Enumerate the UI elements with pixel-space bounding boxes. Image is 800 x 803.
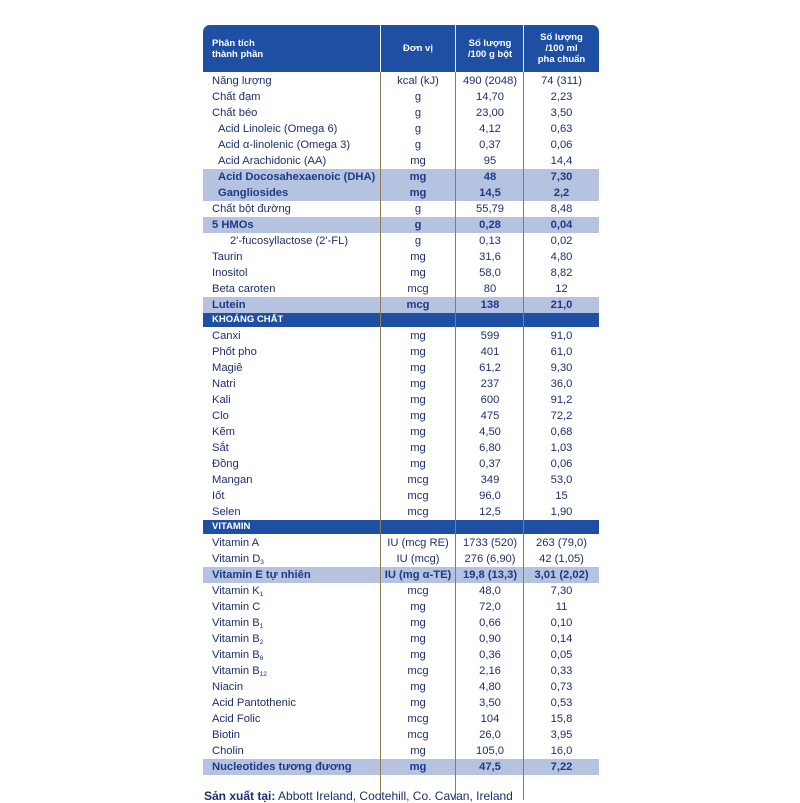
per-100g-cell: 6,80	[479, 442, 501, 454]
nutrient-subscript: 3	[260, 559, 264, 566]
per-100ml-cell: 2,2	[553, 187, 570, 199]
header-per-100ml	[524, 25, 599, 72]
table-row	[203, 344, 599, 360]
unit-cell: mcg	[407, 490, 429, 502]
nutrient-label: Mangan	[212, 474, 253, 486]
per-100ml-cell: 3,95	[550, 729, 573, 741]
nutrient-label: 2'-fucosyllactose (2'-FL)	[230, 235, 349, 247]
per-100ml-cell: 2,23	[550, 91, 573, 103]
nutrient-name	[212, 535, 259, 551]
per-100ml-cell: 0,05	[550, 649, 573, 661]
per-100ml-cell: 21,0	[550, 299, 573, 311]
nutrient-name	[212, 695, 296, 711]
per-100g-cell: 14,70	[476, 91, 504, 103]
nutrient-name	[212, 663, 267, 679]
section-title: KHOÁNG CHẤT	[212, 314, 284, 325]
nutrient-label: Vitamin K	[212, 585, 260, 597]
table-row	[203, 153, 599, 169]
nutrient-name	[212, 743, 244, 759]
per-100g-cell: 55,79	[476, 203, 504, 215]
table-row	[203, 265, 599, 281]
table-row	[203, 185, 599, 201]
per-100g-cell: 349	[480, 474, 500, 486]
unit-cell: mg	[410, 330, 426, 342]
nutrition-table	[203, 25, 599, 800]
per-100g-cell: 4,80	[479, 681, 501, 693]
header-divider	[523, 25, 524, 72]
per-100ml-cell: 3,50	[550, 107, 573, 119]
table-row	[203, 456, 599, 472]
per-100ml-cell: 53,0	[550, 474, 573, 486]
nutrient-name	[212, 376, 236, 392]
manufacturer-note	[204, 789, 513, 803]
table-row	[203, 759, 599, 775]
table-row	[203, 424, 599, 440]
table-row	[203, 647, 599, 663]
nutrient-name	[212, 631, 263, 647]
nutrient-subscript: 1	[259, 623, 264, 630]
per-100ml-cell: 61,0	[550, 346, 573, 358]
unit-cell: mg	[410, 346, 426, 358]
per-100g-cell: 19,8 (13,3)	[462, 569, 518, 581]
per-100ml-cell: 12	[555, 283, 568, 295]
nutrient-name	[212, 360, 242, 376]
section-title: VITAMIN	[212, 521, 251, 532]
table-row	[203, 727, 599, 743]
nutrient-label: Beta caroten	[212, 283, 276, 295]
nutrient-name	[218, 121, 337, 137]
unit-cell: mg	[410, 410, 426, 422]
per-100g-cell: 12,5	[479, 506, 501, 518]
unit-cell: mcg	[407, 665, 429, 677]
header-divider	[380, 25, 381, 72]
section-header	[203, 313, 599, 327]
unit-cell: mcg	[407, 283, 429, 295]
unit-cell: mg	[410, 649, 426, 661]
nutrient-name	[212, 344, 257, 360]
per-100ml-cell: 0,04	[550, 219, 573, 231]
header-unit	[381, 25, 455, 72]
nutrient-label: Năng lượng	[212, 75, 272, 87]
nutrient-label: Đồng	[212, 458, 239, 470]
unit-cell: mg	[410, 681, 426, 693]
table-row	[203, 743, 599, 759]
per-100ml-cell: 0,14	[550, 633, 573, 645]
table-row	[203, 711, 599, 727]
unit-cell: mg	[410, 697, 426, 709]
per-100ml-cell: 7,30	[550, 171, 573, 183]
per-100ml-cell: 91,0	[550, 330, 573, 342]
per-100ml-cell: 91,2	[550, 394, 573, 406]
table-header	[203, 25, 599, 72]
unit-cell: mg	[409, 187, 427, 199]
nutrient-label: Vitamin B	[212, 665, 260, 677]
table-row	[203, 408, 599, 424]
nutrient-name	[218, 169, 375, 185]
nutrient-name	[212, 424, 235, 440]
table-row	[203, 392, 599, 408]
table-row	[203, 376, 599, 392]
per-100g-cell: 0,90	[479, 633, 501, 645]
unit-cell: IU (mcg RE)	[387, 537, 449, 549]
per-100g-cell: 401	[480, 346, 500, 358]
nutrient-label: Vitamin E tự nhiên	[212, 569, 311, 581]
per-100g-cell: 0,66	[479, 617, 501, 629]
unit-cell: mg	[410, 458, 426, 470]
nutrient-label: Acid Folic	[212, 713, 261, 725]
per-100ml-cell: 3,01 (2,02)	[534, 569, 589, 581]
column-divider	[523, 72, 524, 800]
header-component	[212, 25, 372, 72]
header-text: Số lượng	[468, 37, 512, 49]
per-100g-cell: 4,50	[479, 426, 501, 438]
table-row	[203, 201, 599, 217]
table-row	[203, 105, 599, 121]
unit-cell: mg	[410, 426, 426, 438]
unit-cell: IU (mg α-TE)	[384, 569, 452, 581]
per-100ml-cell: 0,53	[550, 697, 573, 709]
nutrient-name	[218, 153, 326, 169]
table-row	[203, 599, 599, 615]
per-100g-cell: 237	[480, 378, 500, 390]
nutrient-label: Lutein	[212, 299, 246, 311]
per-100ml-cell: 0,10	[550, 617, 573, 629]
footer-text: Abbott Ireland, Cootehill, Co. Cavan, Ireland	[278, 789, 513, 803]
nutrient-subscript: 1	[259, 591, 264, 598]
nutrient-label: Acid Pantothenic	[212, 697, 296, 709]
nutrient-name	[212, 328, 241, 344]
nutrient-name	[212, 217, 254, 233]
nutrient-name	[212, 711, 261, 727]
table-row	[203, 679, 599, 695]
table-row	[203, 89, 599, 105]
nutrient-name	[212, 472, 252, 488]
per-100g-cell: 0,13	[479, 235, 501, 247]
per-100ml-cell: 4,80	[550, 251, 573, 263]
nutrient-label: Chất béo	[212, 107, 258, 119]
nutrient-name	[212, 599, 260, 615]
per-100g-cell: 48	[483, 171, 497, 183]
per-100ml-cell: 7,30	[550, 585, 573, 597]
unit-cell: mg	[410, 362, 426, 374]
unit-cell: mcg	[407, 729, 429, 741]
nutrient-name	[212, 504, 241, 520]
unit-cell: mg	[410, 617, 426, 629]
table-row	[203, 297, 599, 313]
per-100ml-cell: 7,22	[550, 761, 573, 773]
per-100ml-cell: 1,90	[550, 506, 573, 518]
nutrient-label: Magiê	[212, 362, 243, 374]
nutrient-label: Acid Linoleic (Omega 6)	[218, 123, 338, 135]
nutrient-label: Vitamin B	[212, 617, 260, 629]
nutrient-label: Kali	[212, 394, 231, 406]
unit-cell: mg	[409, 171, 427, 183]
per-100g-cell: 138	[480, 299, 500, 311]
unit-cell: g	[414, 123, 422, 135]
unit-cell: g	[414, 235, 422, 247]
column-divider	[455, 72, 456, 800]
unit-cell: g	[414, 219, 422, 231]
table-row	[203, 281, 599, 297]
per-100ml-cell: 1,03	[550, 442, 573, 454]
per-100g-cell: 600	[480, 394, 500, 406]
per-100g-cell: 80	[483, 283, 497, 295]
per-100g-cell: 2,16	[479, 665, 501, 677]
nutrient-subscript: 6	[259, 655, 264, 662]
nutrient-label: Nucleotides tương đương	[212, 761, 352, 773]
per-100ml-cell: 0,02	[550, 235, 573, 247]
nutrient-name	[212, 567, 311, 583]
per-100g-cell: 105,0	[476, 745, 504, 757]
table-row	[203, 233, 599, 249]
nutrient-subscript: 2	[259, 639, 264, 646]
table-row	[203, 551, 599, 567]
per-100ml-cell: 72,2	[550, 410, 573, 422]
nutrient-label: Vitamin C	[212, 601, 261, 613]
unit-cell: mcg	[407, 474, 429, 486]
nutrient-label: Vitamin A	[212, 537, 260, 549]
table-row	[203, 663, 599, 679]
nutrient-label: Sắt	[212, 442, 229, 454]
per-100ml-cell: 42 (1,05)	[539, 553, 584, 565]
nutrient-name	[230, 233, 348, 249]
header-text: Số lượng	[540, 32, 583, 43]
nutrient-name	[212, 440, 229, 456]
nutrient-name	[212, 488, 224, 504]
nutrient-label: Inositol	[212, 267, 248, 279]
per-100g-cell: 0,36	[479, 649, 501, 661]
unit-cell: kcal (kJ)	[397, 75, 439, 87]
per-100g-cell: 14,5	[479, 187, 501, 199]
unit-cell: mg	[410, 267, 426, 279]
per-100ml-cell: 8,48	[550, 203, 573, 215]
unit-cell: mg	[410, 601, 426, 613]
nutrient-name	[212, 456, 239, 472]
per-100ml-cell: 0,63	[550, 123, 573, 135]
nutrient-name	[212, 105, 257, 121]
nutrient-label: Clo	[212, 410, 229, 422]
per-100g-cell: 0,37	[479, 458, 501, 470]
table-row	[203, 249, 599, 265]
per-100g-cell: 475	[480, 410, 500, 422]
header-per-100g	[456, 25, 524, 72]
nutrient-label: Acid Docosahexaenoic (DHA)	[218, 171, 376, 183]
per-100g-cell: 490 (2048)	[462, 75, 518, 87]
nutrient-name	[212, 615, 263, 631]
unit-cell: g	[414, 139, 422, 151]
table-row	[203, 137, 599, 153]
nutrient-name	[212, 249, 242, 265]
per-100g-cell: 26,0	[479, 729, 501, 741]
nutrient-name	[212, 551, 264, 567]
nutrient-label: Chất bột đường	[212, 203, 291, 215]
unit-cell: mg	[410, 633, 426, 645]
unit-cell: g	[414, 203, 422, 215]
nutrient-label: Acid Arachidonic (AA)	[218, 155, 327, 167]
nutrient-subscript: 12	[259, 671, 267, 678]
table-row	[203, 73, 599, 89]
per-100g-cell: 599	[480, 330, 500, 342]
per-100ml-cell: 16,0	[550, 745, 573, 757]
per-100ml-cell: 15,8	[550, 713, 573, 725]
per-100g-cell: 4,12	[479, 123, 501, 135]
per-100g-cell: 0,37	[479, 139, 501, 151]
nutrient-label: Selen	[212, 506, 241, 518]
unit-cell: mg	[410, 378, 426, 390]
table-row	[203, 583, 599, 599]
per-100g-cell: 23,00	[476, 107, 504, 119]
per-100ml-cell: 74 (311)	[541, 75, 582, 87]
per-100g-cell: 31,6	[479, 251, 501, 263]
header-divider	[455, 25, 456, 72]
nutrient-label: Niacin	[212, 681, 244, 693]
nutrient-name	[212, 647, 263, 663]
unit-cell: mg	[410, 745, 426, 757]
per-100ml-cell: 0,06	[550, 139, 573, 151]
unit-cell: mcg	[407, 713, 429, 725]
nutrient-label: Vitamin D	[212, 553, 261, 565]
unit-cell: g	[414, 107, 422, 119]
table-row	[203, 631, 599, 647]
header-text: Phân tích	[212, 37, 255, 49]
section-header	[203, 520, 599, 534]
unit-cell: mg	[410, 442, 426, 454]
header-text: /100 ml	[545, 43, 578, 54]
per-100g-cell: 95	[483, 155, 497, 167]
nutrient-label: Chất đạm	[212, 91, 261, 103]
table-row	[203, 615, 599, 631]
table-row	[203, 440, 599, 456]
unit-cell: mcg	[407, 506, 429, 518]
header-text: pha chuẩn	[537, 54, 586, 65]
nutrient-label: 5 HMOs	[212, 219, 254, 231]
nutrient-name	[212, 679, 243, 695]
table-row	[203, 217, 599, 233]
nutrient-label: Gangliosides	[218, 187, 289, 199]
header-text: thành phần	[212, 48, 264, 60]
nutrient-name	[212, 281, 275, 297]
per-100g-cell: 58,0	[479, 267, 501, 279]
nutrient-name	[212, 759, 352, 775]
nutrient-name	[212, 297, 246, 313]
header-text: Đơn vị	[403, 43, 433, 54]
nutrient-name	[212, 408, 229, 424]
nutrient-label: Kẽm	[212, 426, 236, 438]
table-row	[203, 121, 599, 137]
nutrient-name	[212, 89, 261, 105]
nutrient-name	[212, 727, 240, 743]
unit-cell: mg	[409, 761, 427, 773]
per-100ml-cell: 36,0	[550, 378, 573, 390]
per-100ml-cell: 9,30	[550, 362, 573, 374]
nutrient-label: Biotin	[212, 729, 240, 741]
per-100ml-cell: 0,06	[550, 458, 573, 470]
unit-cell: g	[414, 91, 422, 103]
per-100ml-cell: 14,4	[550, 155, 573, 167]
footer-label: Sản xuất tại:	[204, 789, 276, 803]
table-row	[203, 488, 599, 504]
per-100ml-cell: 263 (79,0)	[536, 537, 587, 549]
per-100g-cell: 96,0	[479, 490, 501, 502]
unit-cell: mg	[410, 251, 426, 263]
per-100ml-cell: 0,33	[550, 665, 573, 677]
table-row	[203, 328, 599, 344]
per-100g-cell: 104	[480, 713, 500, 725]
table-row	[203, 169, 599, 185]
nutrient-label: Acid α-linolenic (Omega 3)	[218, 139, 351, 151]
per-100g-cell: 3,50	[479, 697, 501, 709]
per-100g-cell: 276 (6,90)	[464, 553, 516, 565]
nutrient-name	[212, 392, 231, 408]
per-100g-cell: 48,0	[479, 585, 501, 597]
per-100g-cell: 61,2	[479, 362, 501, 374]
table-row	[203, 504, 599, 520]
per-100ml-cell: 0,73	[550, 681, 573, 693]
table-row	[203, 695, 599, 711]
nutrient-label: Iốt	[212, 490, 225, 502]
nutrient-label: Vitamin B	[212, 633, 260, 645]
nutrient-label: Phốt pho	[212, 346, 257, 358]
nutrient-name	[218, 137, 350, 153]
nutrient-name	[218, 185, 288, 201]
per-100ml-cell: 0,68	[550, 426, 573, 438]
nutrient-label: Canxi	[212, 330, 241, 342]
table-row	[203, 360, 599, 376]
per-100ml-cell: 8,82	[550, 267, 573, 279]
per-100ml-cell: 15	[555, 490, 568, 502]
unit-cell: mcg	[407, 585, 429, 597]
per-100g-cell: 1733 (520)	[462, 537, 518, 549]
unit-cell: mg	[410, 394, 426, 406]
nutrient-name	[212, 265, 247, 281]
table-row	[203, 535, 599, 551]
per-100g-cell: 47,5	[479, 761, 501, 773]
nutrient-label: Cholin	[212, 745, 244, 757]
unit-cell: mcg	[406, 299, 430, 311]
nutrient-label: Taurin	[212, 251, 243, 263]
nutrient-label: Vitamin B	[212, 649, 260, 661]
nutrient-name	[212, 201, 291, 217]
column-divider	[380, 72, 381, 800]
nutrient-name	[212, 73, 272, 89]
nutrient-name	[212, 583, 263, 599]
unit-cell: IU (mcg)	[396, 553, 440, 565]
table-row	[203, 567, 599, 583]
header-text: /100 g bột	[467, 48, 513, 60]
nutrient-label: Natri	[212, 378, 236, 390]
per-100g-cell: 72,0	[479, 601, 501, 613]
per-100g-cell: 0,28	[479, 219, 501, 231]
per-100ml-cell: 11	[555, 601, 568, 613]
table-row	[203, 472, 599, 488]
unit-cell: mg	[410, 155, 426, 167]
